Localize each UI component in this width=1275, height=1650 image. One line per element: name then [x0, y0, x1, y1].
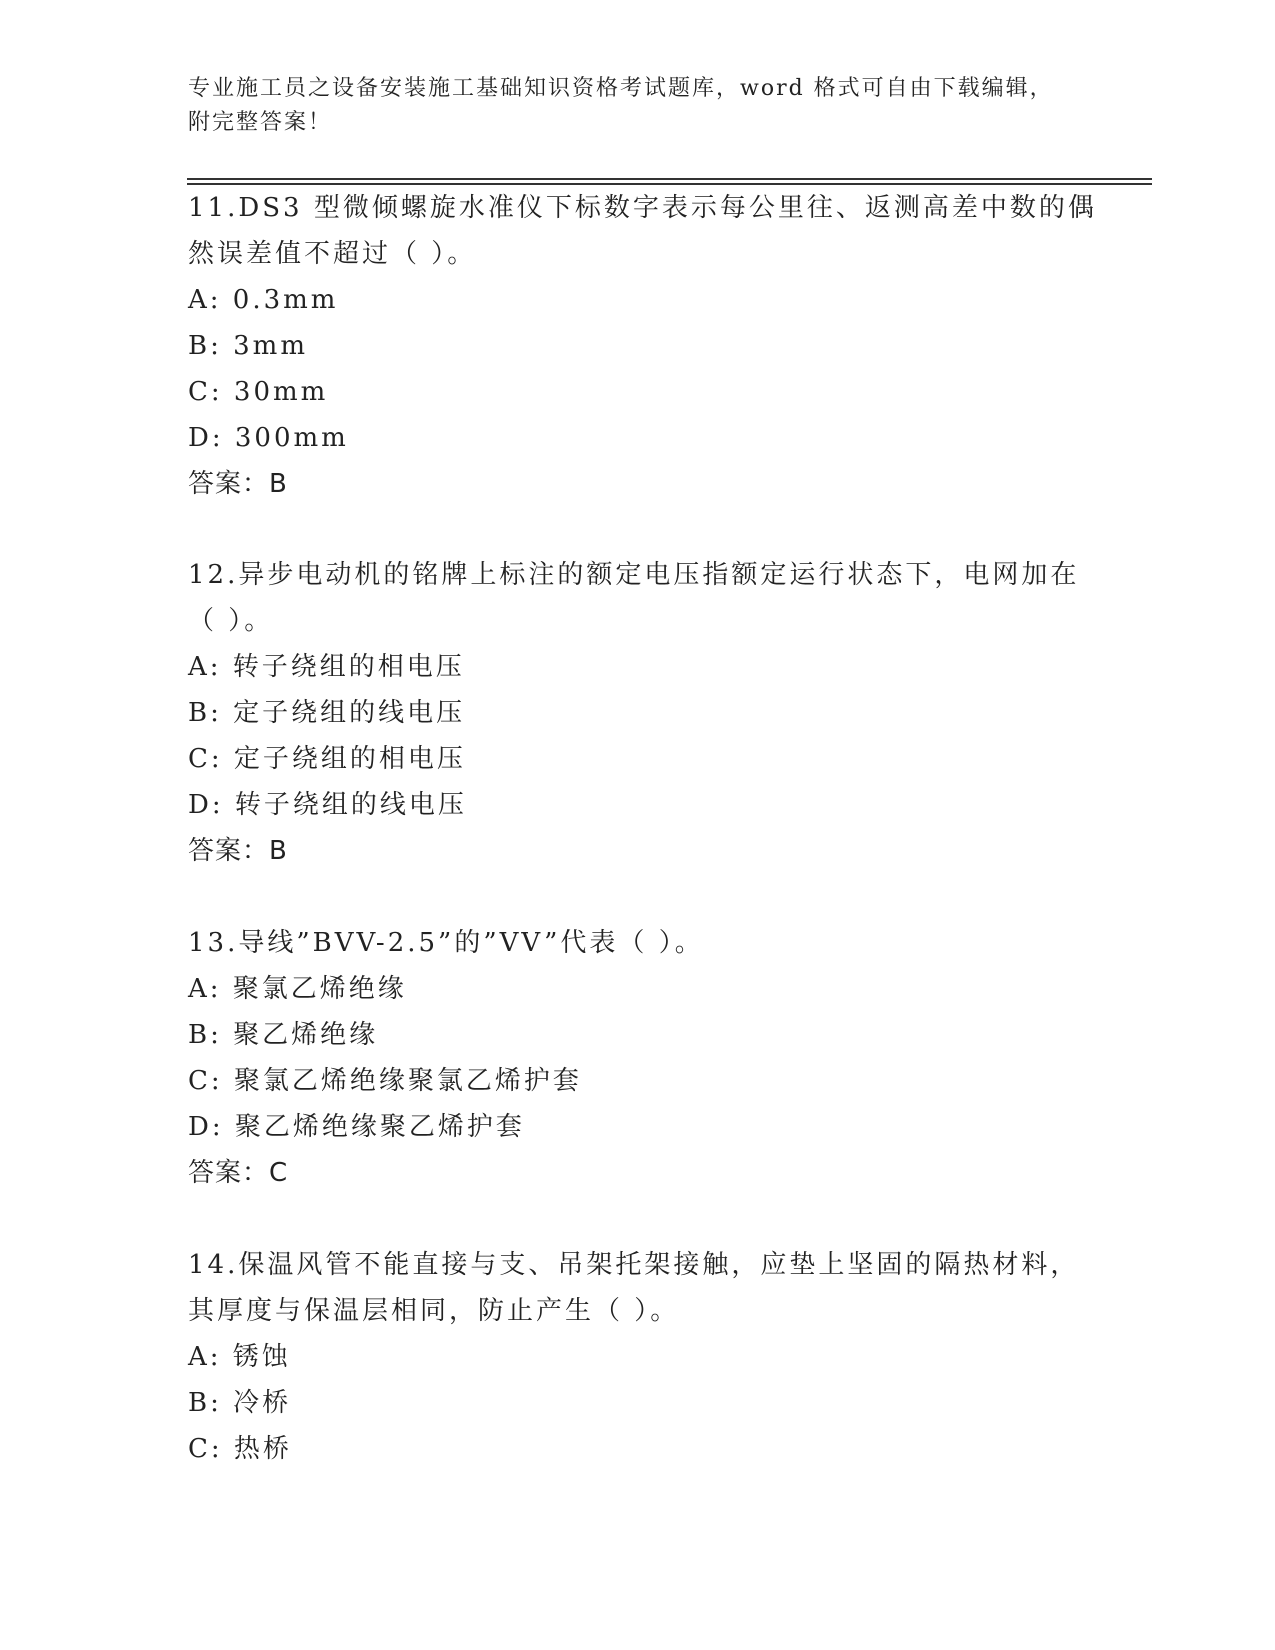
question-stem: （ ）。: [188, 606, 274, 636]
question-stem: 12.异步电动机的铭牌上标注的额定电压指额定运行状态下，电网加在: [188, 560, 1080, 590]
option-c: C: 热桥: [188, 1434, 292, 1464]
option-d: D: 聚乙烯绝缘聚乙烯护套: [188, 1112, 525, 1142]
option-d: D: 转子绕组的线电压: [188, 790, 467, 820]
option-c: C: 定子绕组的相电压: [188, 744, 466, 774]
option-b: B: 聚乙烯绝缘: [188, 1020, 379, 1050]
answer: 答案：C: [188, 1158, 289, 1188]
option-b: B: 3mm: [188, 331, 308, 361]
header-divider: [187, 178, 1152, 185]
question-stem: 13.导线”BVV-2.5”的”VV”代表（ ）。: [188, 928, 704, 958]
question-11: [188, 185, 1097, 507]
option-a: A: 转子绕组的相电压: [188, 652, 465, 682]
header-line-2: 附完整答案！: [188, 110, 333, 135]
question-14: [188, 1242, 1088, 1472]
question-stem: 11.DS3 型微倾螺旋水准仪下标数字表示每公里往、返测高差中数的偶: [188, 193, 1097, 223]
option-a: A: 0.3mm: [188, 285, 339, 315]
answer: 答案：B: [188, 836, 288, 866]
question-stem: 然误差值不超过（ ）。: [188, 239, 477, 269]
question-stem: 其厚度与保温层相同，防止产生（ ）。: [188, 1296, 680, 1326]
option-a: A: 锈蚀: [188, 1342, 291, 1372]
document-header: [188, 72, 1088, 140]
option-b: B: 定子绕组的线电压: [188, 698, 466, 728]
option-c: C: 30mm: [188, 377, 329, 407]
option-d: D: 300mm: [188, 423, 349, 453]
option-c: C: 聚氯乙烯绝缘聚氯乙烯护套: [188, 1066, 582, 1096]
question-stem: 14.保温风管不能直接与支、吊架托架接触，应垫上坚固的隔热材料，: [188, 1250, 1080, 1280]
option-a: A: 聚氯乙烯绝缘: [188, 974, 407, 1004]
answer: 答案：B: [188, 469, 288, 499]
question-13: [188, 920, 1088, 1196]
header-line-1: 专业施工员之设备安装施工基础知识资格考试题库，word 格式可自由下载编辑，: [188, 76, 1054, 101]
option-b: B: 冷桥: [188, 1388, 292, 1418]
question-12: [188, 552, 1088, 874]
divider-line-top: [187, 178, 1152, 180]
